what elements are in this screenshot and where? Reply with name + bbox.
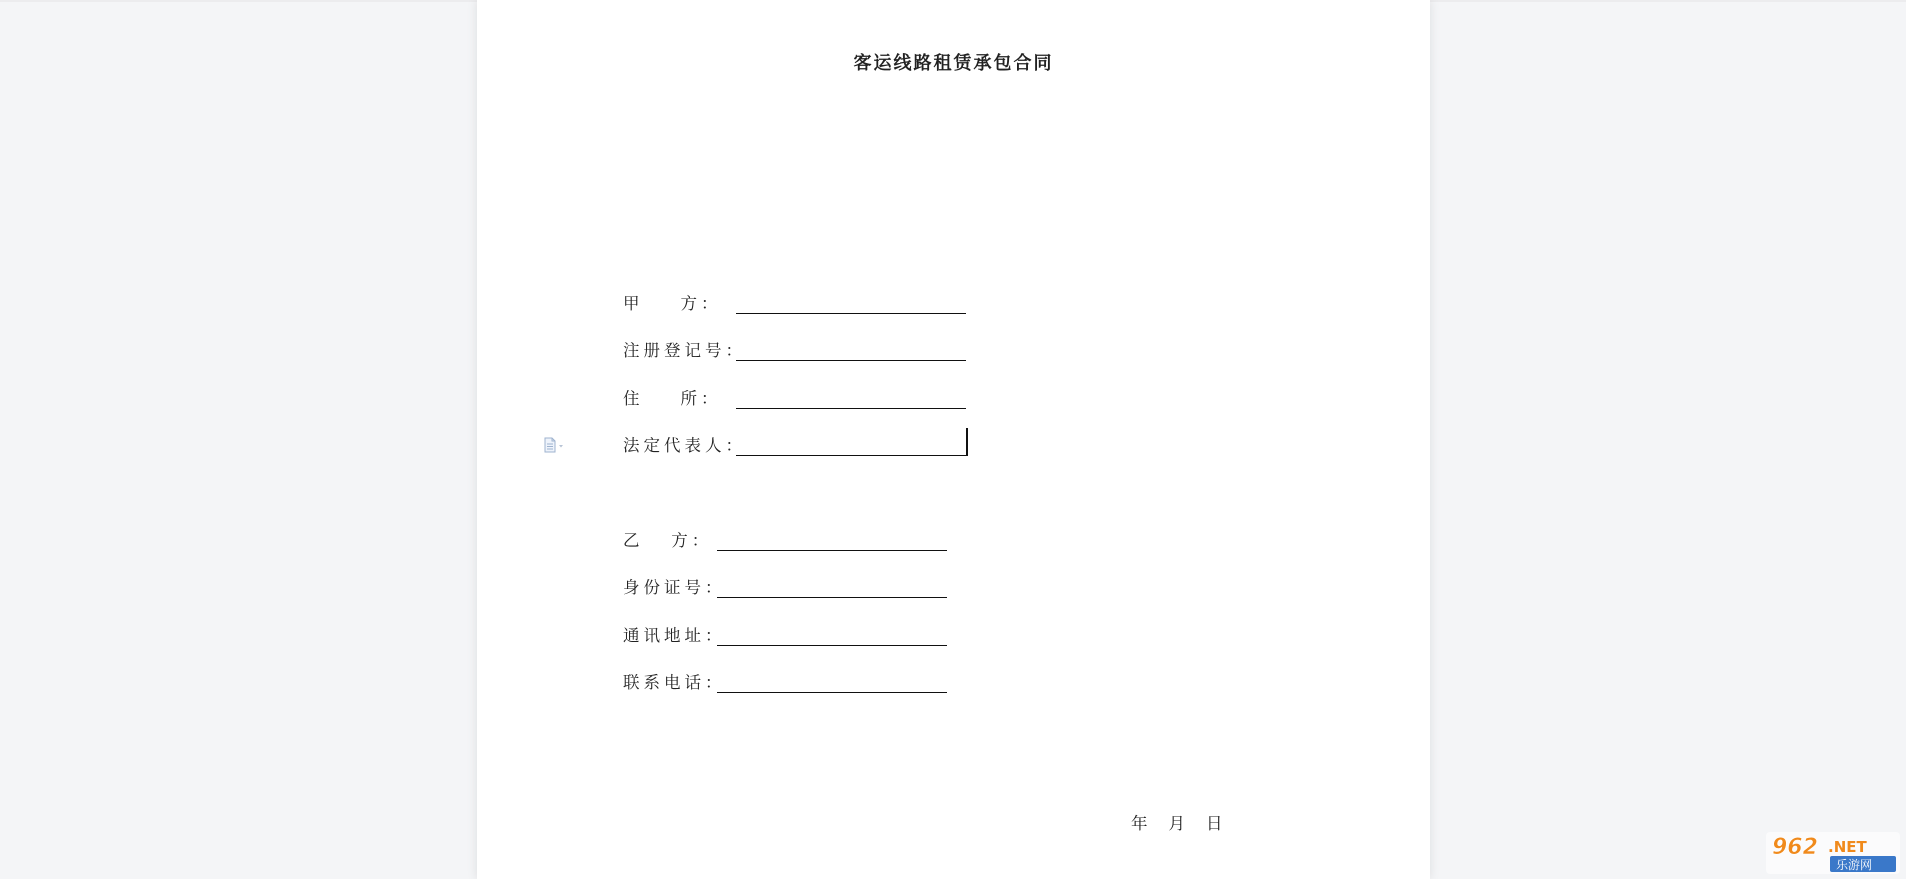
fill-in-blank[interactable] bbox=[736, 313, 966, 314]
svg-text:乐游网: 乐游网 bbox=[1836, 858, 1873, 872]
fill-in-blank[interactable] bbox=[717, 645, 947, 646]
field-label: 注册登记号： bbox=[623, 341, 746, 360]
site-watermark-logo bbox=[1766, 832, 1900, 874]
document-title: 客运线路租赁承包合同 bbox=[853, 53, 1054, 74]
field-label: 通讯地址： bbox=[623, 626, 726, 645]
field-label: 联系电话： bbox=[623, 673, 726, 692]
fill-in-blank[interactable] bbox=[736, 360, 966, 361]
fill-in-blank[interactable] bbox=[717, 550, 947, 551]
fill-in-blank[interactable] bbox=[717, 692, 947, 693]
text-cursor bbox=[966, 428, 968, 456]
field-label: 法定代表人： bbox=[623, 436, 746, 455]
field-label: 住 所： bbox=[623, 389, 722, 408]
fill-in-blank[interactable] bbox=[717, 597, 947, 598]
document-dropdown-icon[interactable] bbox=[544, 437, 566, 453]
fill-in-blank[interactable] bbox=[736, 455, 966, 456]
svg-text:962: 962 bbox=[1772, 835, 1818, 860]
field-label: 甲 方： bbox=[623, 294, 722, 313]
svg-text:.NET: .NET bbox=[1828, 838, 1867, 856]
document-page[interactable] bbox=[477, 0, 1430, 879]
fill-in-blank[interactable] bbox=[736, 408, 966, 409]
date-line: 年 月 日 bbox=[1131, 814, 1223, 833]
field-label: 乙 方： bbox=[623, 531, 713, 550]
field-label: 身份证号： bbox=[623, 578, 726, 597]
